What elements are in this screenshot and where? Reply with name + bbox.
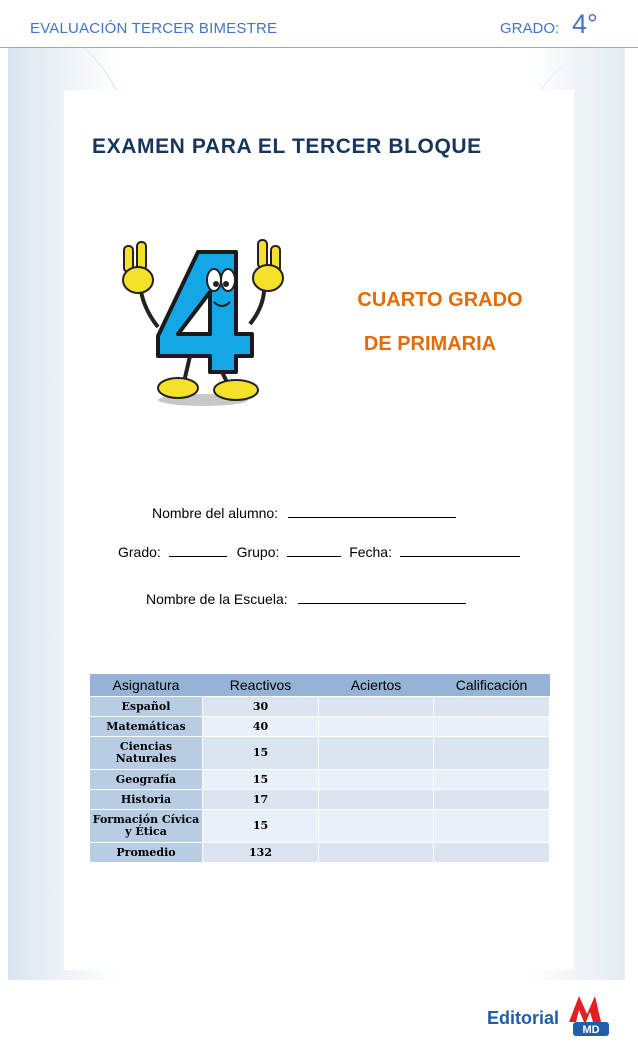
score-cell[interactable] bbox=[434, 737, 550, 770]
school-name-row bbox=[146, 591, 466, 607]
items-cell: 40 bbox=[203, 717, 319, 737]
table-row bbox=[90, 770, 550, 790]
items-cell: 30 bbox=[203, 697, 319, 717]
header-grade-label: GRADO: bbox=[500, 20, 560, 37]
table-header-row bbox=[90, 674, 550, 697]
table-row bbox=[90, 717, 550, 737]
score-cell[interactable] bbox=[434, 697, 550, 717]
score-cell[interactable] bbox=[434, 843, 550, 863]
score-cell[interactable] bbox=[434, 810, 550, 843]
number-four-mascot-icon bbox=[118, 232, 293, 412]
items-cell: 17 bbox=[203, 790, 319, 810]
date-label: Fecha: bbox=[349, 544, 392, 560]
items-cell: 15 bbox=[203, 810, 319, 843]
logo-letters: MD bbox=[582, 1024, 600, 1036]
grade-field[interactable] bbox=[169, 544, 227, 557]
table-row bbox=[90, 843, 550, 863]
header-grade-value: 4° bbox=[572, 9, 598, 39]
left-glove-icon bbox=[123, 242, 153, 293]
student-name-field[interactable] bbox=[288, 505, 456, 518]
grade-heading: CUARTO GRADO bbox=[357, 289, 523, 311]
grades-table bbox=[89, 674, 550, 863]
level-heading: DE PRIMARIA bbox=[363, 333, 497, 355]
grade-group-date-row bbox=[118, 544, 520, 560]
header-score: Calificación bbox=[434, 674, 550, 697]
correct-cell[interactable] bbox=[319, 770, 434, 790]
student-name-row bbox=[152, 505, 456, 521]
score-cell[interactable] bbox=[434, 717, 550, 737]
subject-cell: Ciencias Naturales bbox=[90, 737, 203, 770]
header-correct: Aciertos bbox=[319, 674, 434, 697]
right-glove-icon bbox=[253, 240, 283, 291]
correct-cell[interactable] bbox=[319, 697, 434, 717]
page-title: EXAMEN PARA EL TERCER BLOQUE bbox=[92, 135, 482, 158]
correct-cell[interactable] bbox=[319, 810, 434, 843]
correct-cell[interactable] bbox=[319, 843, 434, 863]
group-label: Grupo: bbox=[236, 544, 280, 560]
group-field[interactable] bbox=[287, 544, 341, 557]
subject-cell: Promedio bbox=[90, 843, 203, 863]
items-cell: 15 bbox=[203, 770, 319, 790]
table-row bbox=[90, 810, 550, 843]
student-name-label: Nombre del alumno: bbox=[152, 505, 279, 521]
editorial-md-logo-icon bbox=[565, 992, 615, 1038]
publisher-name: Editorial bbox=[487, 1008, 560, 1028]
header-exam-title: EVALUACIÓN TERCER BIMESTRE bbox=[30, 20, 278, 37]
table-row bbox=[90, 790, 550, 810]
school-name-label: Nombre de la Escuela: bbox=[146, 591, 288, 607]
school-name-field[interactable] bbox=[298, 591, 466, 604]
subject-cell: Geografía bbox=[90, 770, 203, 790]
subject-cell: Español bbox=[90, 697, 203, 717]
correct-cell[interactable] bbox=[319, 790, 434, 810]
score-cell[interactable] bbox=[434, 790, 550, 810]
items-cell: 132 bbox=[203, 843, 319, 863]
date-field[interactable] bbox=[400, 544, 520, 557]
header-items: Reactivos bbox=[203, 674, 319, 697]
grade-label: Grado: bbox=[118, 544, 161, 560]
score-cell[interactable] bbox=[434, 770, 550, 790]
correct-cell[interactable] bbox=[319, 737, 434, 770]
subject-cell: Historia bbox=[90, 790, 203, 810]
subject-cell: Formación Cívica y Ética bbox=[90, 810, 203, 843]
items-cell: 15 bbox=[203, 737, 319, 770]
correct-cell[interactable] bbox=[319, 717, 434, 737]
table-row bbox=[90, 737, 550, 770]
table-row bbox=[90, 697, 550, 717]
subject-cell: Matemáticas bbox=[90, 717, 203, 737]
header-subject: Asignatura bbox=[90, 674, 203, 697]
